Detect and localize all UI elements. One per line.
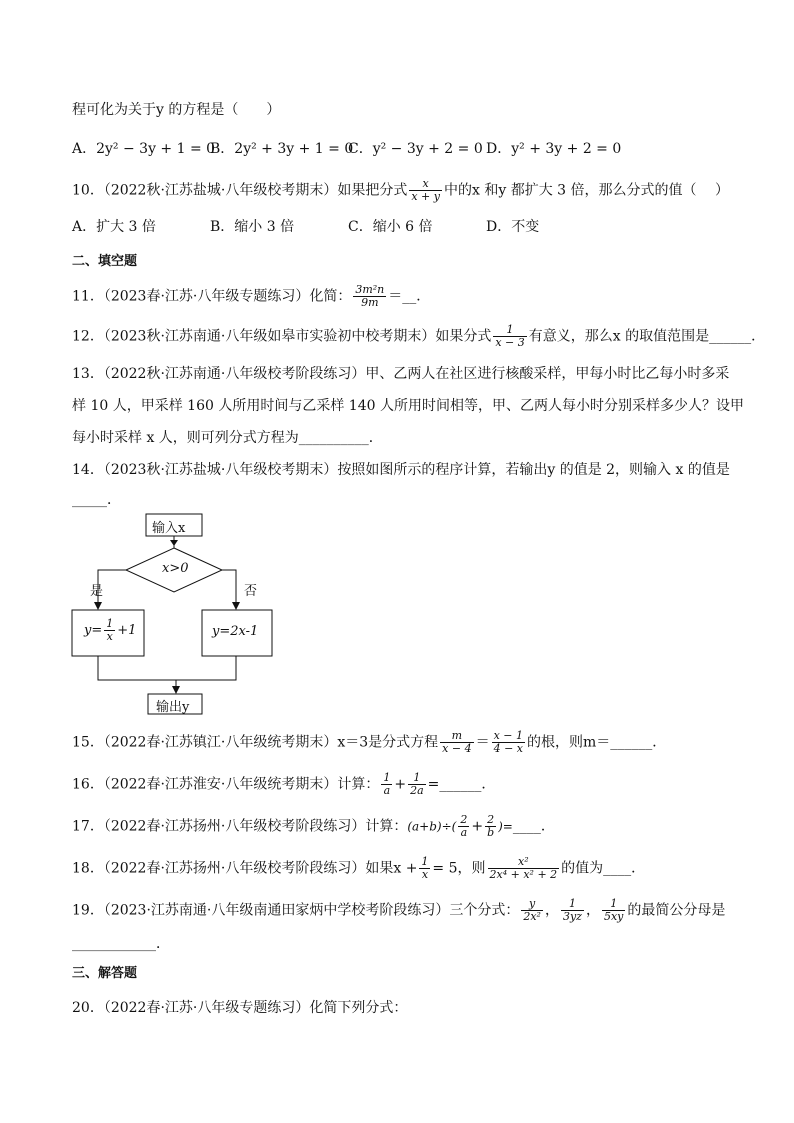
q16-suffix: =______． bbox=[427, 776, 496, 793]
q19-f3-denominator: 5xy bbox=[603, 910, 624, 923]
q17-expr-close: )= bbox=[498, 819, 513, 834]
q18-mid: = 5，则 bbox=[432, 860, 486, 877]
section-heading-fill-in: 二、填空题 bbox=[72, 254, 138, 269]
question-17 bbox=[72, 814, 555, 839]
q19-line-2: ____________． bbox=[72, 936, 170, 952]
q19-f1-numerator: y bbox=[529, 897, 536, 910]
q12-suffix: 有意义，那么x 的取值范围是______． bbox=[528, 328, 766, 345]
q19-sep-1: ， bbox=[544, 902, 559, 919]
flow-yes-label: 是 bbox=[90, 584, 104, 599]
section-heading-solve: 三、解答题 bbox=[72, 966, 138, 981]
q9-continuation-text: 程可化为关于y 的方程是（ ） bbox=[72, 102, 281, 118]
question-12 bbox=[72, 324, 765, 349]
q10-option-d: D．不变 bbox=[486, 219, 540, 235]
question-19 bbox=[72, 898, 725, 923]
q11-suffix: ＝__． bbox=[388, 288, 431, 305]
q15-f2-denominator: 4 − x bbox=[493, 742, 523, 755]
q15-f1-denominator: x − 4 bbox=[442, 742, 472, 755]
q10-fraction bbox=[409, 178, 442, 203]
flow-input-label: 输入x bbox=[152, 521, 186, 536]
q10-option-b: B．缩小 3 倍 bbox=[210, 219, 295, 235]
q9-option-b: B．2y² + 3y + 1 = 0 bbox=[210, 141, 354, 157]
q17-fraction-2 bbox=[485, 814, 496, 839]
flow-left-box bbox=[84, 618, 136, 643]
q17-f2-denominator: b bbox=[487, 826, 495, 839]
q19-fraction-3 bbox=[602, 898, 625, 923]
q11-frac-numerator: 3m²n bbox=[355, 283, 385, 296]
q18-suffix: 的值为____． bbox=[561, 860, 646, 877]
question-16 bbox=[72, 772, 495, 797]
q11-fraction bbox=[353, 284, 386, 309]
q15-fraction-2 bbox=[492, 730, 525, 755]
q16-fraction-2 bbox=[408, 772, 426, 797]
q14-line-2: _____． bbox=[72, 492, 121, 508]
q17-plus: + bbox=[471, 818, 484, 835]
q10-frac-denominator: x + y bbox=[411, 190, 440, 203]
q16-fraction-1 bbox=[381, 772, 392, 797]
q17-suffix: ____． bbox=[512, 818, 555, 835]
q16-f2-denominator: 2a bbox=[410, 784, 424, 797]
q16-f2-numerator: 1 bbox=[413, 771, 421, 784]
q10-option-a: A．扩大 3 倍 bbox=[72, 219, 156, 235]
flow-right-box: y=2x-1 bbox=[212, 624, 259, 639]
q19-sep-2: ， bbox=[585, 902, 600, 919]
q15-fraction-1 bbox=[440, 730, 473, 755]
flow-output-label: 输出y bbox=[156, 700, 190, 715]
q15-f1-numerator: m bbox=[451, 729, 463, 742]
q19-suffix: 的最简公分母是 bbox=[627, 902, 726, 919]
q17-f1-numerator: 2 bbox=[460, 813, 468, 826]
flow-left-frac-numerator: 1 bbox=[106, 617, 114, 630]
q10-prefix: 10．（2022秋·江苏盐城·八年级校考期末）如果把分式 bbox=[72, 182, 408, 199]
q18-f1-denominator: x bbox=[419, 868, 430, 881]
q18-f2-numerator: x² bbox=[518, 855, 529, 868]
q18-f2-denominator: 2x⁴ + x² + 2 bbox=[489, 868, 558, 881]
q15-f2-numerator: x − 1 bbox=[493, 729, 523, 742]
flowchart-lines bbox=[68, 510, 318, 720]
q18-f1-numerator: 1 bbox=[421, 855, 429, 868]
q17-f2-numerator: 2 bbox=[487, 813, 495, 826]
question-18 bbox=[72, 856, 645, 881]
question-11 bbox=[72, 284, 430, 309]
q17-expr-open: (a+b)÷( bbox=[407, 819, 457, 834]
q19-f2-numerator: 1 bbox=[568, 897, 576, 910]
q12-frac-numerator: 1 bbox=[506, 323, 514, 336]
q18-fraction-1 bbox=[419, 856, 430, 881]
flow-left-box-prefix: y= bbox=[84, 623, 103, 638]
q13-line-2: 样 10 人，甲采样 160 人所用时间与乙采样 140 人所用时间相等，甲、乙两人每小时分别采样多少人？设甲 bbox=[72, 398, 744, 414]
q19-f3-numerator: 1 bbox=[610, 897, 618, 910]
flow-left-box-suffix: +1 bbox=[117, 623, 137, 638]
q15-suffix: 的根，则m＝______． bbox=[527, 734, 667, 751]
flow-left-frac-denominator: x bbox=[104, 630, 115, 643]
q12-frac-denominator: x − 3 bbox=[495, 336, 525, 349]
question-15 bbox=[72, 730, 666, 755]
q16-f1-numerator: 1 bbox=[383, 771, 391, 784]
q11-frac-denominator: 9m bbox=[353, 296, 386, 309]
program-flowchart bbox=[68, 510, 318, 720]
q13-line-3: 每小时采样 x 人，则可列分式方程为__________． bbox=[72, 430, 383, 446]
q15-prefix: 15．（2022春·江苏镇江·八年级统考期末）x＝3是分式方程 bbox=[72, 734, 439, 751]
question-20: 20．（2022春·江苏·八年级专题练习）化简下列分式： bbox=[72, 1000, 408, 1016]
q17-f1-denominator: a bbox=[458, 826, 469, 839]
q18-prefix: 18．（2022春·江苏扬州·八年级校考阶段练习）如果x + bbox=[72, 860, 418, 877]
q11-prefix: 11．（2023春·江苏·八年级专题练习）化简： bbox=[72, 288, 352, 305]
q19-f2-denominator: 3yz bbox=[562, 910, 582, 923]
q15-equals: ＝ bbox=[475, 734, 490, 751]
flow-no-label: 否 bbox=[244, 584, 258, 599]
q10-suffix: 中的x 和y 都扩大 3 倍，那么分式的值（ ） bbox=[443, 182, 729, 199]
q9-option-c: C．y² − 3y + 2 = 0 bbox=[348, 141, 483, 157]
q17-fraction-1 bbox=[458, 814, 469, 839]
q19-prefix: 19．（2023·江苏南通·八年级南通田家炳中学校考阶段练习）三个分式： bbox=[72, 902, 520, 919]
q16-f1-denominator: a bbox=[381, 784, 392, 797]
q14-line-1: 14．（2023秋·江苏盐城·八年级校考期末）按照如图所示的程序计算，若输出y 的值是 2，则输入 x 的值是 bbox=[72, 462, 730, 478]
q19-fraction-2 bbox=[561, 898, 584, 923]
q18-fraction-2 bbox=[488, 856, 560, 881]
q9-option-a: A．2y² − 3y + 1 = 0 bbox=[72, 141, 216, 157]
flow-left-box-fraction bbox=[104, 618, 115, 643]
q19-fraction-1 bbox=[521, 898, 543, 923]
q16-plus: + bbox=[394, 776, 407, 793]
question-10 bbox=[72, 178, 729, 203]
flow-condition: x>0 bbox=[162, 561, 189, 576]
q12-fraction bbox=[493, 324, 526, 349]
q19-f1-denominator: 2x² bbox=[523, 910, 541, 923]
q16-prefix: 16．（2022春·江苏淮安·八年级统考期末）计算： bbox=[72, 776, 380, 793]
q10-option-c: C．缩小 6 倍 bbox=[348, 219, 433, 235]
q12-prefix: 12．（2023秋·江苏南通·八年级如皋市实验初中校考期末）如果分式 bbox=[72, 328, 492, 345]
q17-prefix: 17．（2022春·江苏扬州·八年级校考阶段练习）计算： bbox=[72, 818, 408, 835]
q13-line-1: 13．（2022秋·江苏南通·八年级校考阶段练习）甲、乙两人在社区进行核酸采样，甲每小时比乙每小时多采 bbox=[72, 366, 730, 382]
q10-frac-numerator: x bbox=[422, 177, 429, 190]
q9-option-d: D．y² + 3y + 2 = 0 bbox=[486, 141, 622, 157]
